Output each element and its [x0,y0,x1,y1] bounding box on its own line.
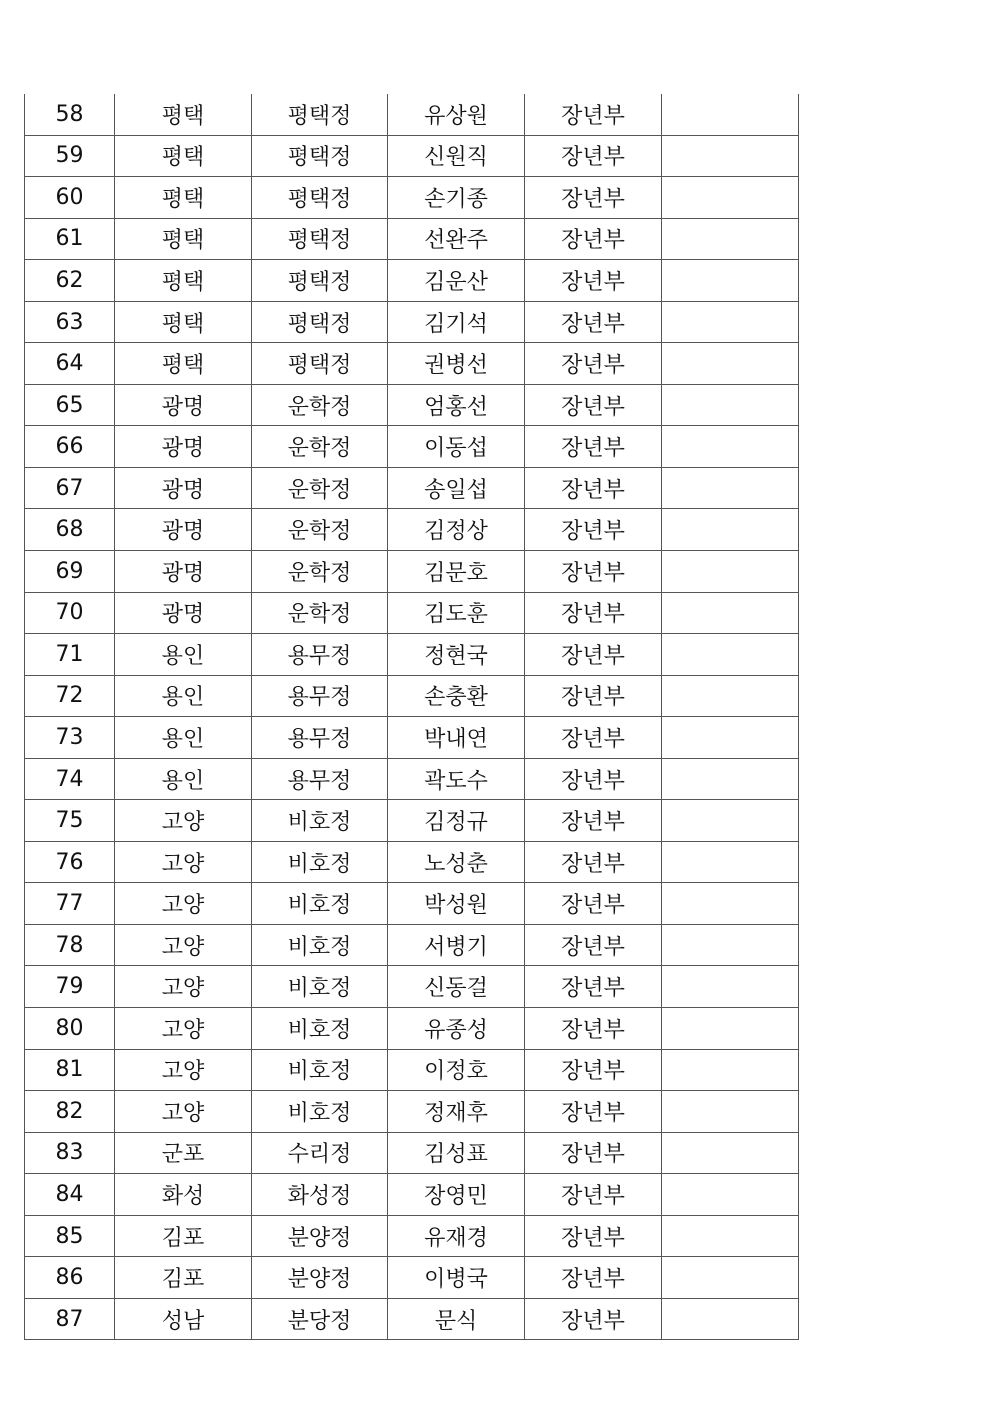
row-number-cell: 75 [25,800,115,842]
note-cell [662,1132,799,1174]
region-cell: 광명 [115,384,252,426]
name-cell: 김문호 [388,551,525,593]
category-cell: 장년부 [525,260,662,302]
category-cell: 장년부 [525,717,662,759]
name-cell: 노성춘 [388,841,525,883]
region-cell: 평택 [115,343,252,385]
note-cell [662,1257,799,1299]
note-cell [662,343,799,385]
region-cell: 평택 [115,135,252,177]
row-number-cell: 67 [25,467,115,509]
region-cell: 고양 [115,1008,252,1050]
category-cell: 장년부 [525,94,662,135]
row-number-cell: 74 [25,758,115,800]
table-row [25,883,799,925]
region-cell: 광명 [115,426,252,468]
table-row [25,924,799,966]
name-cell: 정현국 [388,634,525,676]
name-cell: 이정호 [388,1049,525,1091]
club-cell: 평택정 [252,177,388,219]
row-number-cell: 71 [25,634,115,676]
note-cell [662,1215,799,1257]
row-number-cell: 66 [25,426,115,468]
region-cell: 평택 [115,94,252,135]
name-cell: 손충환 [388,675,525,717]
name-cell: 신원직 [388,135,525,177]
note-cell [662,675,799,717]
category-cell: 장년부 [525,841,662,883]
table-row [25,177,799,219]
table-row [25,1091,799,1133]
club-cell: 분양정 [252,1257,388,1299]
name-cell: 김정상 [388,509,525,551]
note-cell [662,551,799,593]
club-cell: 비호정 [252,966,388,1008]
region-cell: 화성 [115,1174,252,1216]
category-cell: 장년부 [525,883,662,925]
table-row [25,384,799,426]
row-number-cell: 85 [25,1215,115,1257]
table-row [25,1174,799,1216]
region-cell: 용인 [115,675,252,717]
club-cell: 비호정 [252,1091,388,1133]
table-row [25,343,799,385]
note-cell [662,384,799,426]
note-cell [662,94,799,135]
category-cell: 장년부 [525,426,662,468]
note-cell [662,426,799,468]
category-cell: 장년부 [525,135,662,177]
club-cell: 비호정 [252,800,388,842]
table-row [25,301,799,343]
row-number-cell: 86 [25,1257,115,1299]
table-row [25,1008,799,1050]
region-cell: 평택 [115,260,252,302]
name-cell: 유종성 [388,1008,525,1050]
club-cell: 평택정 [252,260,388,302]
club-cell: 운학정 [252,592,388,634]
club-cell: 비호정 [252,1049,388,1091]
row-number-cell: 64 [25,343,115,385]
region-cell: 고양 [115,800,252,842]
note-cell [662,1049,799,1091]
row-number-cell: 78 [25,924,115,966]
club-cell: 평택정 [252,135,388,177]
note-cell [662,800,799,842]
table-row [25,592,799,634]
row-number-cell: 70 [25,592,115,634]
name-cell: 김성표 [388,1132,525,1174]
region-cell: 고양 [115,883,252,925]
note-cell [662,301,799,343]
region-cell: 용인 [115,634,252,676]
note-cell [662,467,799,509]
row-number-cell: 61 [25,218,115,260]
name-cell: 박내연 [388,717,525,759]
region-cell: 군포 [115,1132,252,1174]
row-number-cell: 69 [25,551,115,593]
table-row [25,260,799,302]
row-number-cell: 84 [25,1174,115,1216]
club-cell: 분당정 [252,1298,388,1340]
name-cell: 신동걸 [388,966,525,1008]
table-row [25,551,799,593]
row-number-cell: 79 [25,966,115,1008]
row-number-cell: 68 [25,509,115,551]
note-cell [662,717,799,759]
note-cell [662,509,799,551]
row-number-cell: 81 [25,1049,115,1091]
row-number-cell: 73 [25,717,115,759]
category-cell: 장년부 [525,1215,662,1257]
club-cell: 용무정 [252,717,388,759]
name-cell: 박성원 [388,883,525,925]
note-cell [662,883,799,925]
name-cell: 송일섭 [388,467,525,509]
category-cell: 장년부 [525,1008,662,1050]
table-row [25,675,799,717]
row-number-cell: 65 [25,384,115,426]
category-cell: 장년부 [525,1257,662,1299]
note-cell [662,841,799,883]
name-cell: 김정규 [388,800,525,842]
region-cell: 평택 [115,301,252,343]
region-cell: 평택 [115,177,252,219]
table-row [25,841,799,883]
note-cell [662,218,799,260]
table-row [25,509,799,551]
note-cell [662,1008,799,1050]
region-cell: 광명 [115,551,252,593]
club-cell: 용무정 [252,634,388,676]
table-row [25,1215,799,1257]
note-cell [662,758,799,800]
row-number-cell: 60 [25,177,115,219]
table-row [25,758,799,800]
row-number-cell: 62 [25,260,115,302]
row-number-cell: 72 [25,675,115,717]
category-cell: 장년부 [525,467,662,509]
note-cell [662,634,799,676]
category-cell: 장년부 [525,384,662,426]
club-cell: 분양정 [252,1215,388,1257]
note-cell [662,1174,799,1216]
club-cell: 평택정 [252,343,388,385]
region-cell: 성남 [115,1298,252,1340]
note-cell [662,135,799,177]
table-row [25,634,799,676]
row-number-cell: 63 [25,301,115,343]
name-cell: 유상원 [388,94,525,135]
name-cell: 장영민 [388,1174,525,1216]
category-cell: 장년부 [525,1174,662,1216]
name-cell: 손기종 [388,177,525,219]
region-cell: 고양 [115,966,252,1008]
category-cell: 장년부 [525,966,662,1008]
roster-table-body [25,94,799,1340]
name-cell: 엄홍선 [388,384,525,426]
name-cell: 유재경 [388,1215,525,1257]
roster-page [24,94,798,1340]
note-cell [662,592,799,634]
club-cell: 평택정 [252,301,388,343]
club-cell: 평택정 [252,218,388,260]
club-cell: 비호정 [252,883,388,925]
row-number-cell: 82 [25,1091,115,1133]
row-number-cell: 77 [25,883,115,925]
row-number-cell: 59 [25,135,115,177]
row-number-cell: 83 [25,1132,115,1174]
region-cell: 평택 [115,218,252,260]
club-cell: 운학정 [252,384,388,426]
name-cell: 정재후 [388,1091,525,1133]
region-cell: 용인 [115,717,252,759]
note-cell [662,924,799,966]
note-cell [662,260,799,302]
note-cell [662,177,799,219]
table-row [25,1257,799,1299]
note-cell [662,1091,799,1133]
note-cell [662,966,799,1008]
category-cell: 장년부 [525,1132,662,1174]
category-cell: 장년부 [525,1049,662,1091]
table-row [25,467,799,509]
name-cell: 이병국 [388,1257,525,1299]
club-cell: 운학정 [252,467,388,509]
category-cell: 장년부 [525,301,662,343]
name-cell: 곽도수 [388,758,525,800]
table-row [25,1132,799,1174]
category-cell: 장년부 [525,800,662,842]
name-cell: 문식 [388,1298,525,1340]
row-number-cell: 87 [25,1298,115,1340]
club-cell: 수리정 [252,1132,388,1174]
name-cell: 서병기 [388,924,525,966]
region-cell: 광명 [115,592,252,634]
name-cell: 이동섭 [388,426,525,468]
table-row [25,717,799,759]
category-cell: 장년부 [525,509,662,551]
club-cell: 용무정 [252,758,388,800]
table-row [25,1298,799,1340]
category-cell: 장년부 [525,634,662,676]
table-row [25,1049,799,1091]
club-cell: 비호정 [252,924,388,966]
category-cell: 장년부 [525,924,662,966]
region-cell: 고양 [115,924,252,966]
region-cell: 고양 [115,1049,252,1091]
name-cell: 김도훈 [388,592,525,634]
table-row [25,426,799,468]
club-cell: 운학정 [252,426,388,468]
club-cell: 평택정 [252,94,388,135]
category-cell: 장년부 [525,675,662,717]
category-cell: 장년부 [525,758,662,800]
name-cell: 선완주 [388,218,525,260]
roster-table [24,94,799,1340]
table-row [25,966,799,1008]
club-cell: 비호정 [252,841,388,883]
name-cell: 권병선 [388,343,525,385]
region-cell: 용인 [115,758,252,800]
club-cell: 용무정 [252,675,388,717]
category-cell: 장년부 [525,1091,662,1133]
category-cell: 장년부 [525,343,662,385]
table-row [25,218,799,260]
region-cell: 고양 [115,1091,252,1133]
region-cell: 김포 [115,1257,252,1299]
name-cell: 김기석 [388,301,525,343]
row-number-cell: 58 [25,94,115,135]
row-number-cell: 76 [25,841,115,883]
category-cell: 장년부 [525,592,662,634]
region-cell: 김포 [115,1215,252,1257]
region-cell: 광명 [115,509,252,551]
category-cell: 장년부 [525,218,662,260]
note-cell [662,1298,799,1340]
table-row [25,800,799,842]
table-row [25,94,799,135]
name-cell: 김운산 [388,260,525,302]
club-cell: 운학정 [252,551,388,593]
club-cell: 운학정 [252,509,388,551]
row-number-cell: 80 [25,1008,115,1050]
table-row [25,135,799,177]
category-cell: 장년부 [525,551,662,593]
club-cell: 비호정 [252,1008,388,1050]
region-cell: 고양 [115,841,252,883]
category-cell: 장년부 [525,177,662,219]
category-cell: 장년부 [525,1298,662,1340]
region-cell: 광명 [115,467,252,509]
club-cell: 화성정 [252,1174,388,1216]
